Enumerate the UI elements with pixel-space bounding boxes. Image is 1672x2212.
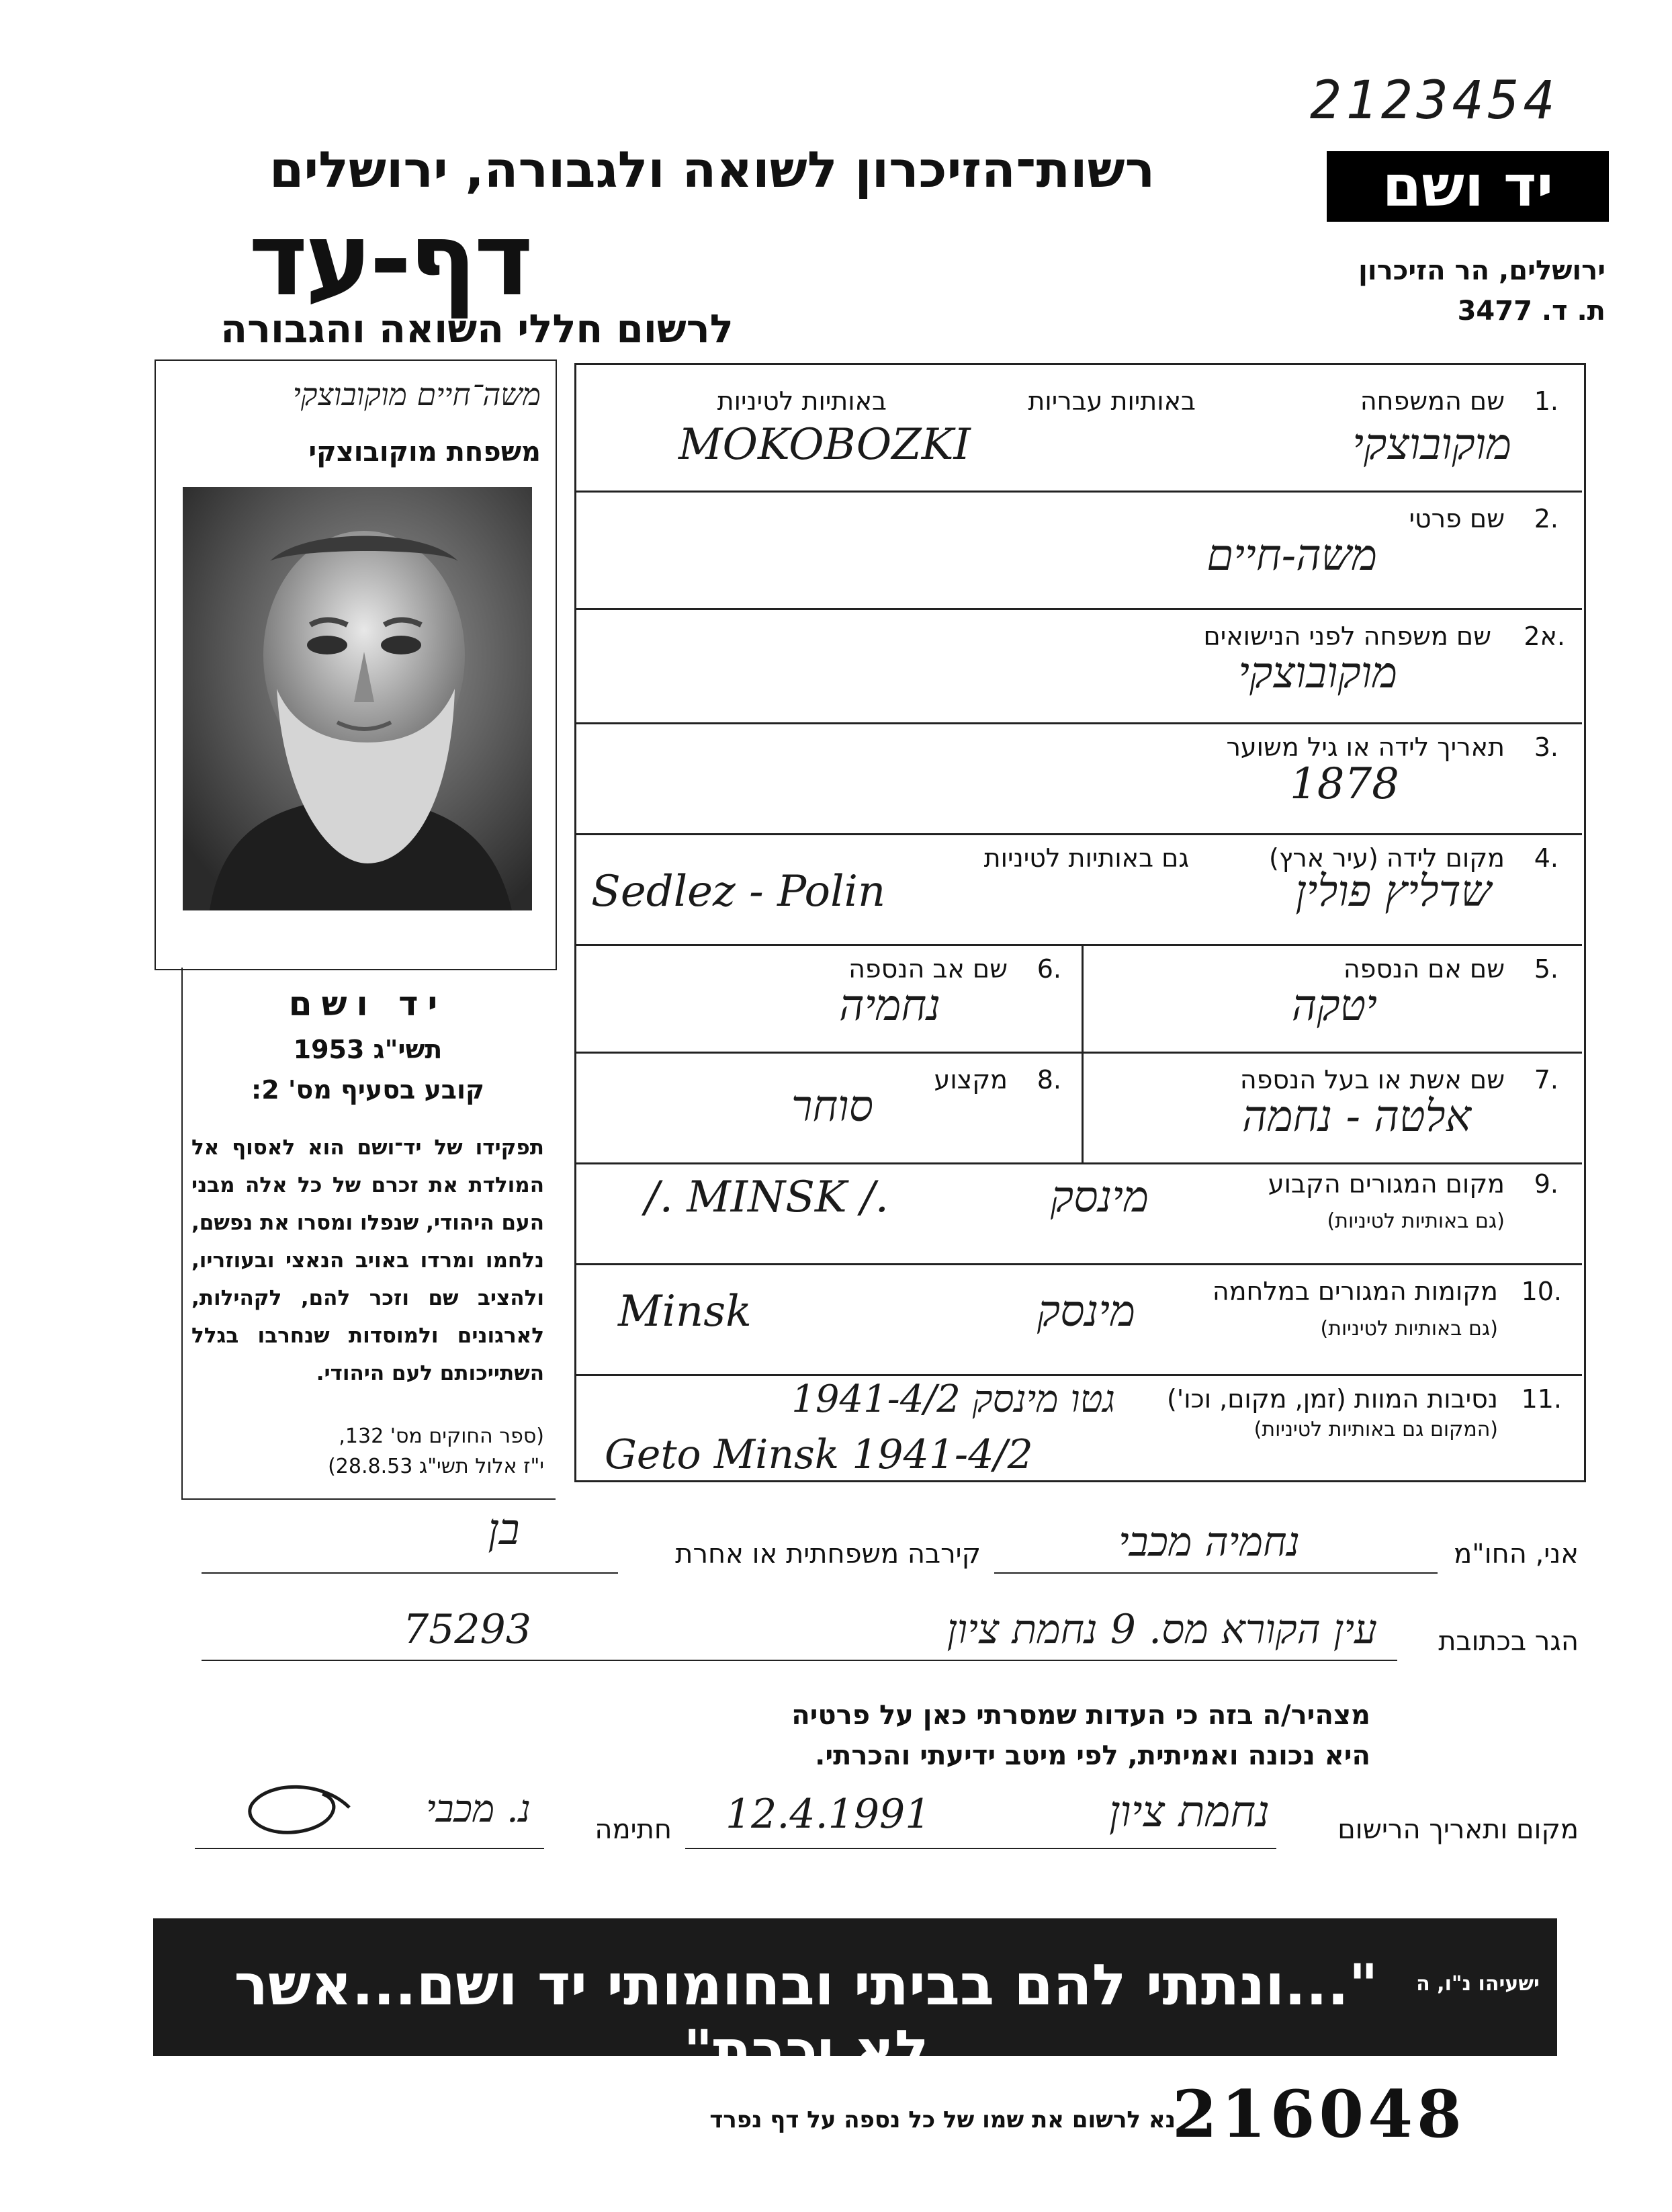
field-8-number: 8. — [1037, 1065, 1061, 1095]
field-7-number: 7. — [1534, 1065, 1558, 1095]
field-1-hebrew-header: באותיות עבריות — [1028, 386, 1196, 416]
residence-latin-value: /. MINSK /. — [645, 1173, 889, 1222]
war-residence-hebrew-value: מינסק — [1037, 1287, 1135, 1336]
photo-handwritten-caption: משה־חיים מוקובוצקי — [292, 376, 541, 413]
organization-name: רשות־הזיכרון לשואה ולגבורה, ירושלים — [269, 141, 1155, 199]
field-7-label: שם אשת או בעל הנספה — [1239, 1065, 1505, 1095]
family-name-latin-value: MOKOBOZKI — [678, 420, 971, 470]
logo-po-box: ת. ד. 3477 — [1457, 296, 1605, 327]
first-name-value: משה-חיים — [1206, 531, 1377, 581]
father-name-value: נחמיה — [839, 981, 940, 1031]
field-2-number: 2. — [1534, 504, 1558, 534]
field-9-label: מקום המגורים הקבוע — [1268, 1169, 1505, 1199]
place-date-label: מקום ותאריך הרישום — [1337, 1814, 1579, 1845]
law-text: תפקידו של יד־ושם הוא לאסוף אל המולדת את זכרם של כל אלה מבני העם היהודי, שנפלו ומסרו את נפשם, נלחמו ומרדו באויב הנאצי ובעוזריו, ולהציב שם וזכר להם, לקהילות, לארגונים ולמוסדות שנחרבו בגלל השתייכותם לעם היהודי. — [191, 1136, 544, 1386]
top-serial-number: 2123454 — [1310, 71, 1559, 131]
field-5-number: 5. — [1534, 954, 1558, 984]
birth-date-value: 1878 — [1290, 759, 1399, 809]
field-10-number: 10. — [1521, 1277, 1562, 1306]
law-title: יד ושם — [288, 984, 447, 1023]
victim-portrait-photo — [183, 487, 532, 910]
field-10-label: מקומות המגורים במלחמה — [1212, 1277, 1498, 1306]
field-1-label: שם המשפחה — [1360, 386, 1505, 416]
address-label: הגר בכתובת — [1438, 1626, 1579, 1657]
mother-name-value: יטקה — [1291, 981, 1377, 1031]
field-5-label: שם אם הנספה — [1343, 954, 1505, 984]
field-2-label: שם פרטי — [1409, 504, 1505, 534]
yad-vashem-logo: יד ושם — [1327, 151, 1609, 222]
signature-label: חתימה — [595, 1814, 672, 1845]
signature-value: נ. מכבי — [425, 1787, 531, 1831]
form-title: דף-עד — [249, 202, 531, 318]
field-1-number: 1. — [1534, 386, 1558, 416]
field-11-number: 11. — [1521, 1384, 1562, 1414]
family-name-hebrew-value: מוקובוצקי — [1352, 420, 1511, 470]
birth-place-hebrew-value: שדליץ פולין — [1295, 867, 1491, 917]
field-2a-label: שם משפחה לפני הנישואים — [1203, 622, 1491, 651]
law-reference: (ספר החוקים מס' 132, — [339, 1424, 544, 1448]
field-9-sub: (גם באותיות לטיניות) — [1327, 1209, 1505, 1233]
field-4-label: מקום לידה (עיר ארץ) — [1269, 843, 1505, 873]
war-residence-latin-value: Minsk — [618, 1287, 752, 1336]
declarant-name-value: נחמיה מכבי — [1118, 1519, 1301, 1566]
field-9-number: 9. — [1534, 1169, 1558, 1199]
photo-printed-caption: משפחת מוקובוצקי — [308, 437, 541, 468]
field-3-number: 3. — [1534, 732, 1558, 762]
statement-line-1: מצהיר/ה בזה כי העדות שמסרתי כאן על פרטיה — [791, 1700, 1370, 1731]
field-11-label: נסיבות המוות (זמן, מקום, וכו') — [1166, 1384, 1498, 1414]
death-circumstances-hebrew-value: גטו מינסק 1941-4/2 — [791, 1377, 1115, 1421]
law-reference-date: י"ז אלול תשי"ג 28.8.53) — [328, 1455, 544, 1478]
banner-quote-reference: ישעיהו נ"ו, ה — [1416, 1972, 1540, 1996]
death-circumstances-latin-value: Geto Minsk 1941-4/2 — [605, 1431, 1033, 1478]
maiden-name-value: מוקובוצקי — [1238, 648, 1397, 698]
relation-label: קירבה משפחתית או אחרת — [675, 1539, 981, 1570]
logo-address: ירושלים, הר הזיכרון — [1358, 255, 1605, 286]
law-year: תשי"ג 1953 — [293, 1035, 443, 1064]
field-4-latin-header: גם באותיות לטיניות — [983, 843, 1189, 873]
field-10-sub: (גם באותיות לטיניות) — [1320, 1317, 1498, 1341]
residence-hebrew-value: מינסק — [1050, 1173, 1149, 1222]
address-value: עין הקורא מס. 9 נחמת ציון — [947, 1606, 1377, 1653]
registration-date-value: 12.4.1991 — [725, 1791, 931, 1838]
zip-code-value: 75293 — [403, 1606, 531, 1653]
declarant-label: אני, החו"מ — [1454, 1539, 1579, 1570]
field-1-latin-header: באותיות לטיניות — [717, 386, 887, 416]
field-4-number: 4. — [1534, 843, 1558, 873]
profession-value: סוחר — [791, 1082, 873, 1132]
relation-value: בן — [488, 1505, 520, 1555]
footer-instruction: נא לרשום את שמו של כל נספה על דף נפרד — [709, 2107, 1176, 2133]
law-section: קובע בסעיף מס' 2: — [251, 1075, 484, 1105]
footer-serial-number: 216048 — [1172, 2076, 1466, 2152]
form-subtitle: לרשום חללי השואה והגבורה — [220, 306, 734, 351]
spouse-name-value: אלטה - נחמה — [1242, 1092, 1471, 1142]
statement-line-2: היא נכונה ואמיתית, לפי מיטב ידיעתי והכרתי. — [815, 1740, 1370, 1771]
field-8-label: מקצוע — [934, 1065, 1008, 1095]
field-6-number: 6. — [1037, 954, 1061, 984]
registration-place-value: נחמת ציון — [1109, 1787, 1270, 1837]
banner-quote: "...ונתתי להם בביתי ובחומותי יד ושם...אשר לא יכרת" — [234, 1952, 1378, 2084]
birth-place-latin-value: Sedlez - Polin — [591, 867, 886, 917]
field-3-label: תאריך לידה או גיל משוער — [1226, 732, 1505, 762]
field-2a-number: 2א. — [1524, 622, 1565, 651]
field-6-label: שם אב הנספה — [848, 954, 1008, 984]
field-11-sub: (המקום גם באותיות לטיניות) — [1253, 1418, 1498, 1441]
signature-scribble-icon — [242, 1774, 356, 1848]
